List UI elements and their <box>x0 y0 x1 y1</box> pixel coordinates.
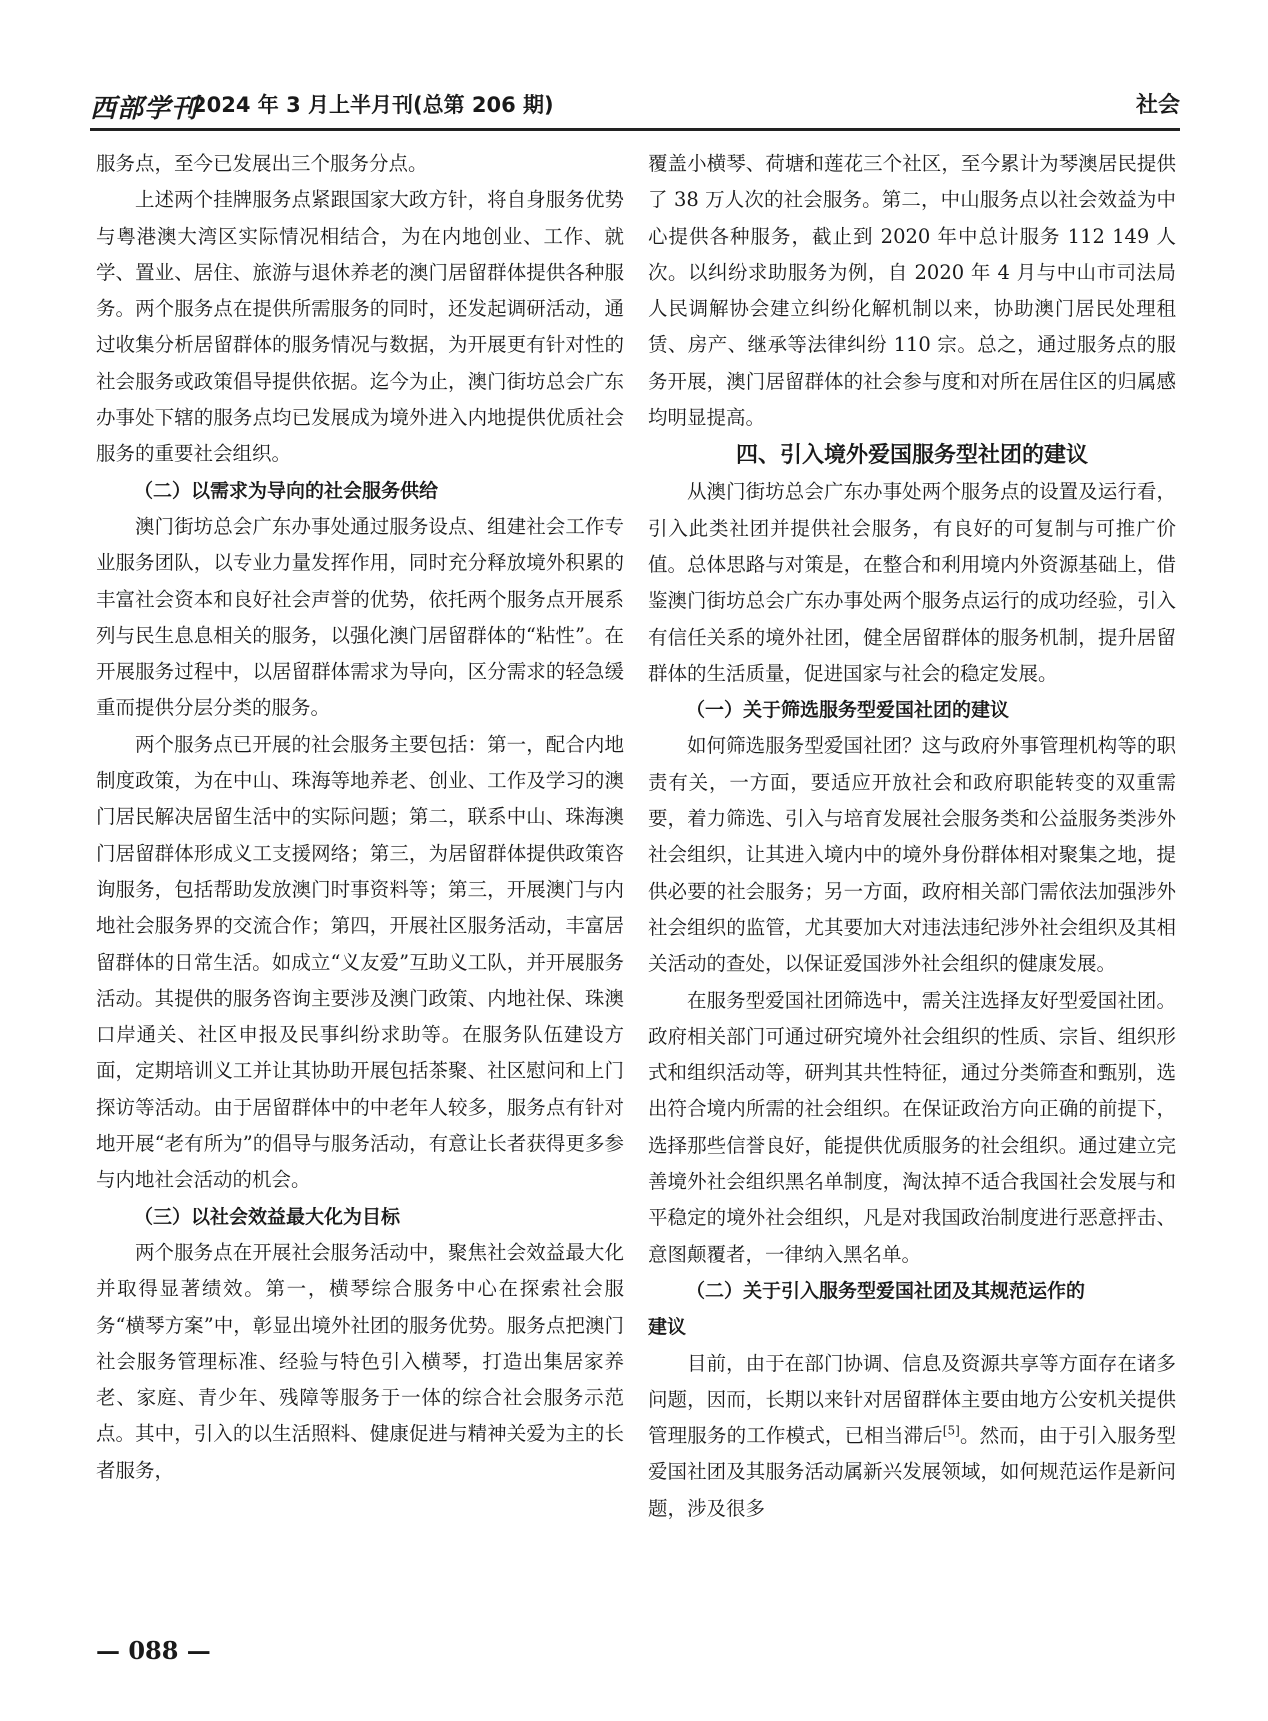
paragraph: 在服务型爱国社团筛选中，需关注选择友好型爱国社团。政府相关部门可通过研究境外社会组织的性质、宗旨、组织形式和组织活动等，研判其共性特征，通过分类筛查和甄别，选出符合境内所需的社会组织。在保证政治方向正确的前提下，选择那些信誉良好，能提供优质服务的社会组织。通过建立完善境外社会组织黑名单制度，淘汰掉不适合我国社会发展与和平稳定的境外社会组织，凡是对我国政治制度进行恶意抨击、意图颠覆者，一律纳入黑名单。 <box>648 988 1176 1266</box>
paragraph: 两个服务点已开展的社会服务主要包括：第一，配合内地制度政策，为在中山、珠海等地养老、创业、工作及学习的澳门居民解决居留生活中的实际问题；第二，联系中山、珠海澳门居留群体形成义工支援网络；第三，为居留群体提供政策咨询服务，包括帮助发放澳门时事资料等；第三，开展澳门与内地社会服务界的交流合作；第四，开展社区服务活动，丰富居留群体的日常生活。如成立“义友爱”互助义工队，并开展服务活动。其提供的服务咨询主要涉及澳门政策、内地社保、珠澳口岸通关、社区申报及民事纠纷求助等。在服务队伍建设方面，定期培训义工并让其协助开展包括茶聚、社区慰问和上门探访等活动。由于居留群体中的中老年人较多，服务点有针对地开展“老有所为”的倡导与服务活动，有意让长者获得更多参与内地社会活动的机会。 <box>96 732 624 1192</box>
citation-ref: [5] <box>942 1423 960 1438</box>
paragraph: 覆盖小横琴、荷塘和莲花三个社区，至今累计为琴澳居民提供了 38 万人次的社会服务。第二，中山服务点以社会效益为中心提供各种服务，截止到 2020 年中总计服务 112 149 人次。以纠纷求助服务为例，自 2020 年 4 月与中山市司法局人民调解协会建立纠纷化解机制以来，协助澳门居民处理租赁、房产、继承等法律纠纷 110 宗。总之，通过服务点的服务开展，澳门居留群体的社会参与度和对所在居住区的归属感均明显提高。 <box>648 152 1176 430</box>
journal-logo: 西部学刊 <box>90 94 199 124</box>
page-number: — 088 — <box>96 1636 211 1665</box>
paragraph-text: 。然而，由于引入服务型爱国社团及其服务活动属新兴发展领域，如何规范运作是新问题，涉及很多 <box>648 1424 1176 1520</box>
paragraph: 两个服务点在开展社会服务活动中，聚焦社会效益最大化并取得显著绩效。第一，横琴综合服务中心在探索社会服务“横琴方案”中，彰显出境外社团的服务优势。服务点把澳门社会服务管理标准、经验与特色引入横琴，打造出集居家养老、家庭、青少年、残障等服务于一体的综合社会服务示范点。其中，引入的以生活照料、健康促进与精神关爱为主的长者服务， <box>96 1240 624 1482</box>
paragraph: 服务点，至今已发展出三个服务分点。 <box>96 152 428 175</box>
left-column <box>96 146 624 1489</box>
paragraph-text: 目前，由于在部门协调、信息及资源共享等方面存在诸多问题，因而，长期以来针对居留群体主要由地方公安机关提供管理服务的工作模式，已相当滞后 <box>648 1351 1176 1448</box>
right-column <box>648 146 1176 1527</box>
subsection-heading: （一）关于筛选服务型爱国社团的建议 <box>686 699 1010 722</box>
issue-info: 2024 年 3 月上半月刊(总第 206 期) <box>192 93 554 117</box>
section-tag: 社会 <box>1135 93 1180 118</box>
subsection-heading-line1: （二）关于引入服务型爱国社团及其规范运作的 <box>686 1279 1086 1302</box>
paragraph <box>648 1346 1176 1527</box>
subsection-heading-line2: 建议 <box>648 1316 687 1339</box>
paragraph: 从澳门街坊总会广东办事处两个服务点的设置及运行看，引入此类社团并提供社会服务，有良好的可复制与可推广价值。总体思路与对策是，在整合和利用境内外资源基础上，借鉴澳门街坊总会广东办事处两个服务点运行的成功经验，引入有信任关系的境外社团，健全居留群体的服务机制，提升居留群体的生活质量，促进国家与社会的稳定发展。 <box>648 480 1176 685</box>
paragraph: 上述两个挂牌服务点紧跟国家大政方针，将自身服务优势与粤港澳大湾区实际情况相结合，为在内地创业、工作、就学、置业、居住、旅游与退休养老的澳门居留群体提供各种服务。两个服务点在提供所需服务的同时，还发起调研活动，通过收集分析居留群体的服务情况与数据，为开展更有针对性的社会服务或政策倡导提供依据。迄今为止，澳门街坊总会广东办事处下辖的服务点均已发展成为境外进入内地提供优质社会服务的重要社会组织。 <box>96 188 624 466</box>
subsection-heading: （二）以需求为导向的社会服务供给 <box>134 479 439 502</box>
paragraph: 如何筛选服务型爱国社团？这与政府外事管理机构等的职责有关，一方面，要适应开放社会和政府职能转变的双重需要，着力筛选、引入与培育发展社会服务类和公益服务类涉外社会组织，让其进入境内中的境外身份群体相对聚集之地，提供必要的社会服务；另一方面，政府相关部门需依法加强涉外社会组织的监管，尤其要加大对违法违纪涉外社会组织及其相关活动的查处，以保证爱国涉外社会组织的健康发展。 <box>648 734 1176 976</box>
page-header <box>90 82 1180 131</box>
subsection-heading: （三）以社会效益最大化为目标 <box>134 1205 401 1228</box>
section-heading: 四、引入境外爱国服务型社团的建议 <box>735 443 1088 469</box>
subsection-heading <box>648 1273 1176 1346</box>
paragraph: 澳门街坊总会广东办事处通过服务设点、组建社会工作专业服务团队，以专业力量发挥作用，同时充分释放境外积累的丰富社会资本和良好社会声誉的优势，依托两个服务点开展系列与民生息息相关的服务，以强化澳门居留群体的“粘性”。在开展服务过程中，以居留群体需求为导向，区分需求的轻急缓重而提供分层分类的服务。 <box>96 514 624 720</box>
